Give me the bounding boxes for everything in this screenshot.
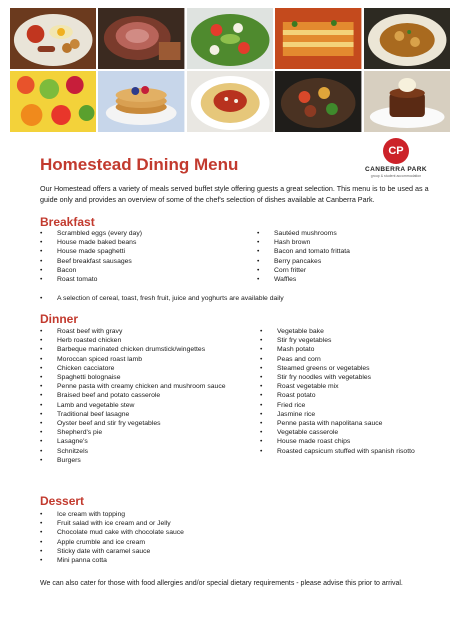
photo-spaghetti [187,71,273,132]
dinner-item: • Steamed greens or vegetables [260,364,415,373]
photo-breakfast-plate [10,8,96,69]
dinner-item: • Fried rice [260,401,415,410]
breakfast-item: • House made baked beans [40,238,142,247]
dinner-item: • Roast potato [260,391,415,400]
breakfast-item: • Berry pancakes [257,257,350,266]
dessert-item: • Chocolate mud cake with chocolate sauce [40,528,184,537]
page-title: Homestead Dining Menu [40,155,239,174]
breakfast-list-left [40,229,142,284]
breakfast-item: • Waffles [257,275,350,284]
dinner-item: • Moroccan spiced roast lamb [40,355,226,364]
dinner-list-right [260,327,415,456]
dinner-item: • Burgers [40,456,226,465]
breakfast-item: • Sautéed mushrooms [257,229,350,238]
fruit-salad-icon [10,71,96,132]
dinner-item: • Barbeque marinated chicken drumstick/wingettes [40,345,226,354]
breakfast-item: • Roast tomato [40,275,142,284]
dinner-item: • Roasted capsicum stuffed with spanish risotto [260,447,415,456]
food-photo-strip [10,8,450,132]
dinner-item: • Oyster beef and stir fry vegetables [40,419,226,428]
dessert-item: • Mini panna cotta [40,556,184,565]
dinner-item: • Stir fry vegetables [260,336,415,345]
photo-salad [187,8,273,69]
roast-beef-icon [98,8,184,69]
logo-initials: CP [383,138,409,164]
photo-fruit-salad [10,71,96,132]
dessert-item: • Fruit salad with ice cream and or Jelly [40,519,184,528]
salad-icon [187,8,273,69]
lasagne-icon [275,8,361,69]
dinner-heading: Dinner [40,312,79,326]
pancakes-icon [98,71,184,132]
dinner-item: • Mash potato [260,345,415,354]
dinner-item: • Braised beef and potato casserole [40,391,226,400]
dinner-item: • Lasagne's [40,437,226,446]
breakfast-item: • Beef breakfast sausages [40,257,142,266]
logo-tagline: group & student accommodation [370,174,422,178]
breakfast-item: • Bacon and tomato frittata [257,247,350,256]
photo-stir-fry [275,71,361,132]
stir-fry-icon [275,71,361,132]
breakfast-item: • Bacon [40,266,142,275]
dessert-list [40,510,184,565]
dinner-item: • Penne pasta with creamy chicken and mushroom sauce [40,382,226,391]
dinner-list-left [40,327,226,465]
breakfast-list-right [257,229,350,284]
photo-pancakes [98,71,184,132]
breakfast-item: • Corn fritter [257,266,350,275]
intro-paragraph: Our Homestead offers a variety of meals served buffet style offering guests a great selection. This menu is to be used as a guide only and provides an overview of some of the chef's selection of dishes available at Canberra Park. [40,184,429,204]
curry-icon [364,8,450,69]
dessert-item: • Sticky date with caramel sauce [40,547,184,556]
photo-lasagne [275,8,361,69]
photo-pudding [364,71,450,132]
canberra-park-logo [360,138,432,178]
dietary-note: We can also cater for those with food allergies and/or special dietary requirements - please advise this prior to arrival. [40,580,403,587]
dinner-item: • Vegetable casserole [260,428,415,437]
breakfast-item: • Hash brown [257,238,350,247]
photo-curry [364,8,450,69]
dessert-heading: Dessert [40,494,85,508]
dinner-item: • Penne pasta with napolitana sauce [260,419,415,428]
dinner-item: • Shepherd's pie [40,428,226,437]
dessert-item: • Apple crumble and ice cream [40,538,184,547]
breakfast-item: • Scrambled eggs (every day) [40,229,142,238]
dinner-item: • Vegetable bake [260,327,415,336]
dinner-item: • Schnitzels [40,447,226,456]
breakfast-item: • House made spaghetti [40,247,142,256]
dinner-item: • Spaghetti bolognaise [40,373,226,382]
breakfast-heading: Breakfast [40,215,95,229]
dinner-item: • Herb roasted chicken [40,336,226,345]
dessert-item: • Ice cream with topping [40,510,184,519]
dinner-item: • Chicken cacciatore [40,364,226,373]
dinner-item: • Roast beef with gravy [40,327,226,336]
photo-row-bottom [10,71,450,132]
dinner-item: • Jasmine rice [260,410,415,419]
dinner-item: • House made roast chips [260,437,415,446]
dinner-item: • Lamb and vegetable stew [40,401,226,410]
photo-roast-beef [98,8,184,69]
dinner-item: • Stir fry noodles with vegetables [260,373,415,382]
photo-row-top [10,8,450,69]
breakfast-plate-icon [10,8,96,69]
dinner-item: • Traditional beef lasagne [40,410,226,419]
pudding-icon [364,71,450,132]
breakfast-note: • A selection of cereal, toast, fresh fruit, juice and yoghurts are available daily [40,294,284,303]
dinner-item: • Roast vegetable mix [260,382,415,391]
spaghetti-icon [187,71,273,132]
logo-name: CANBERRA PARK [365,166,427,173]
dinner-item: • Peas and corn [260,355,415,364]
